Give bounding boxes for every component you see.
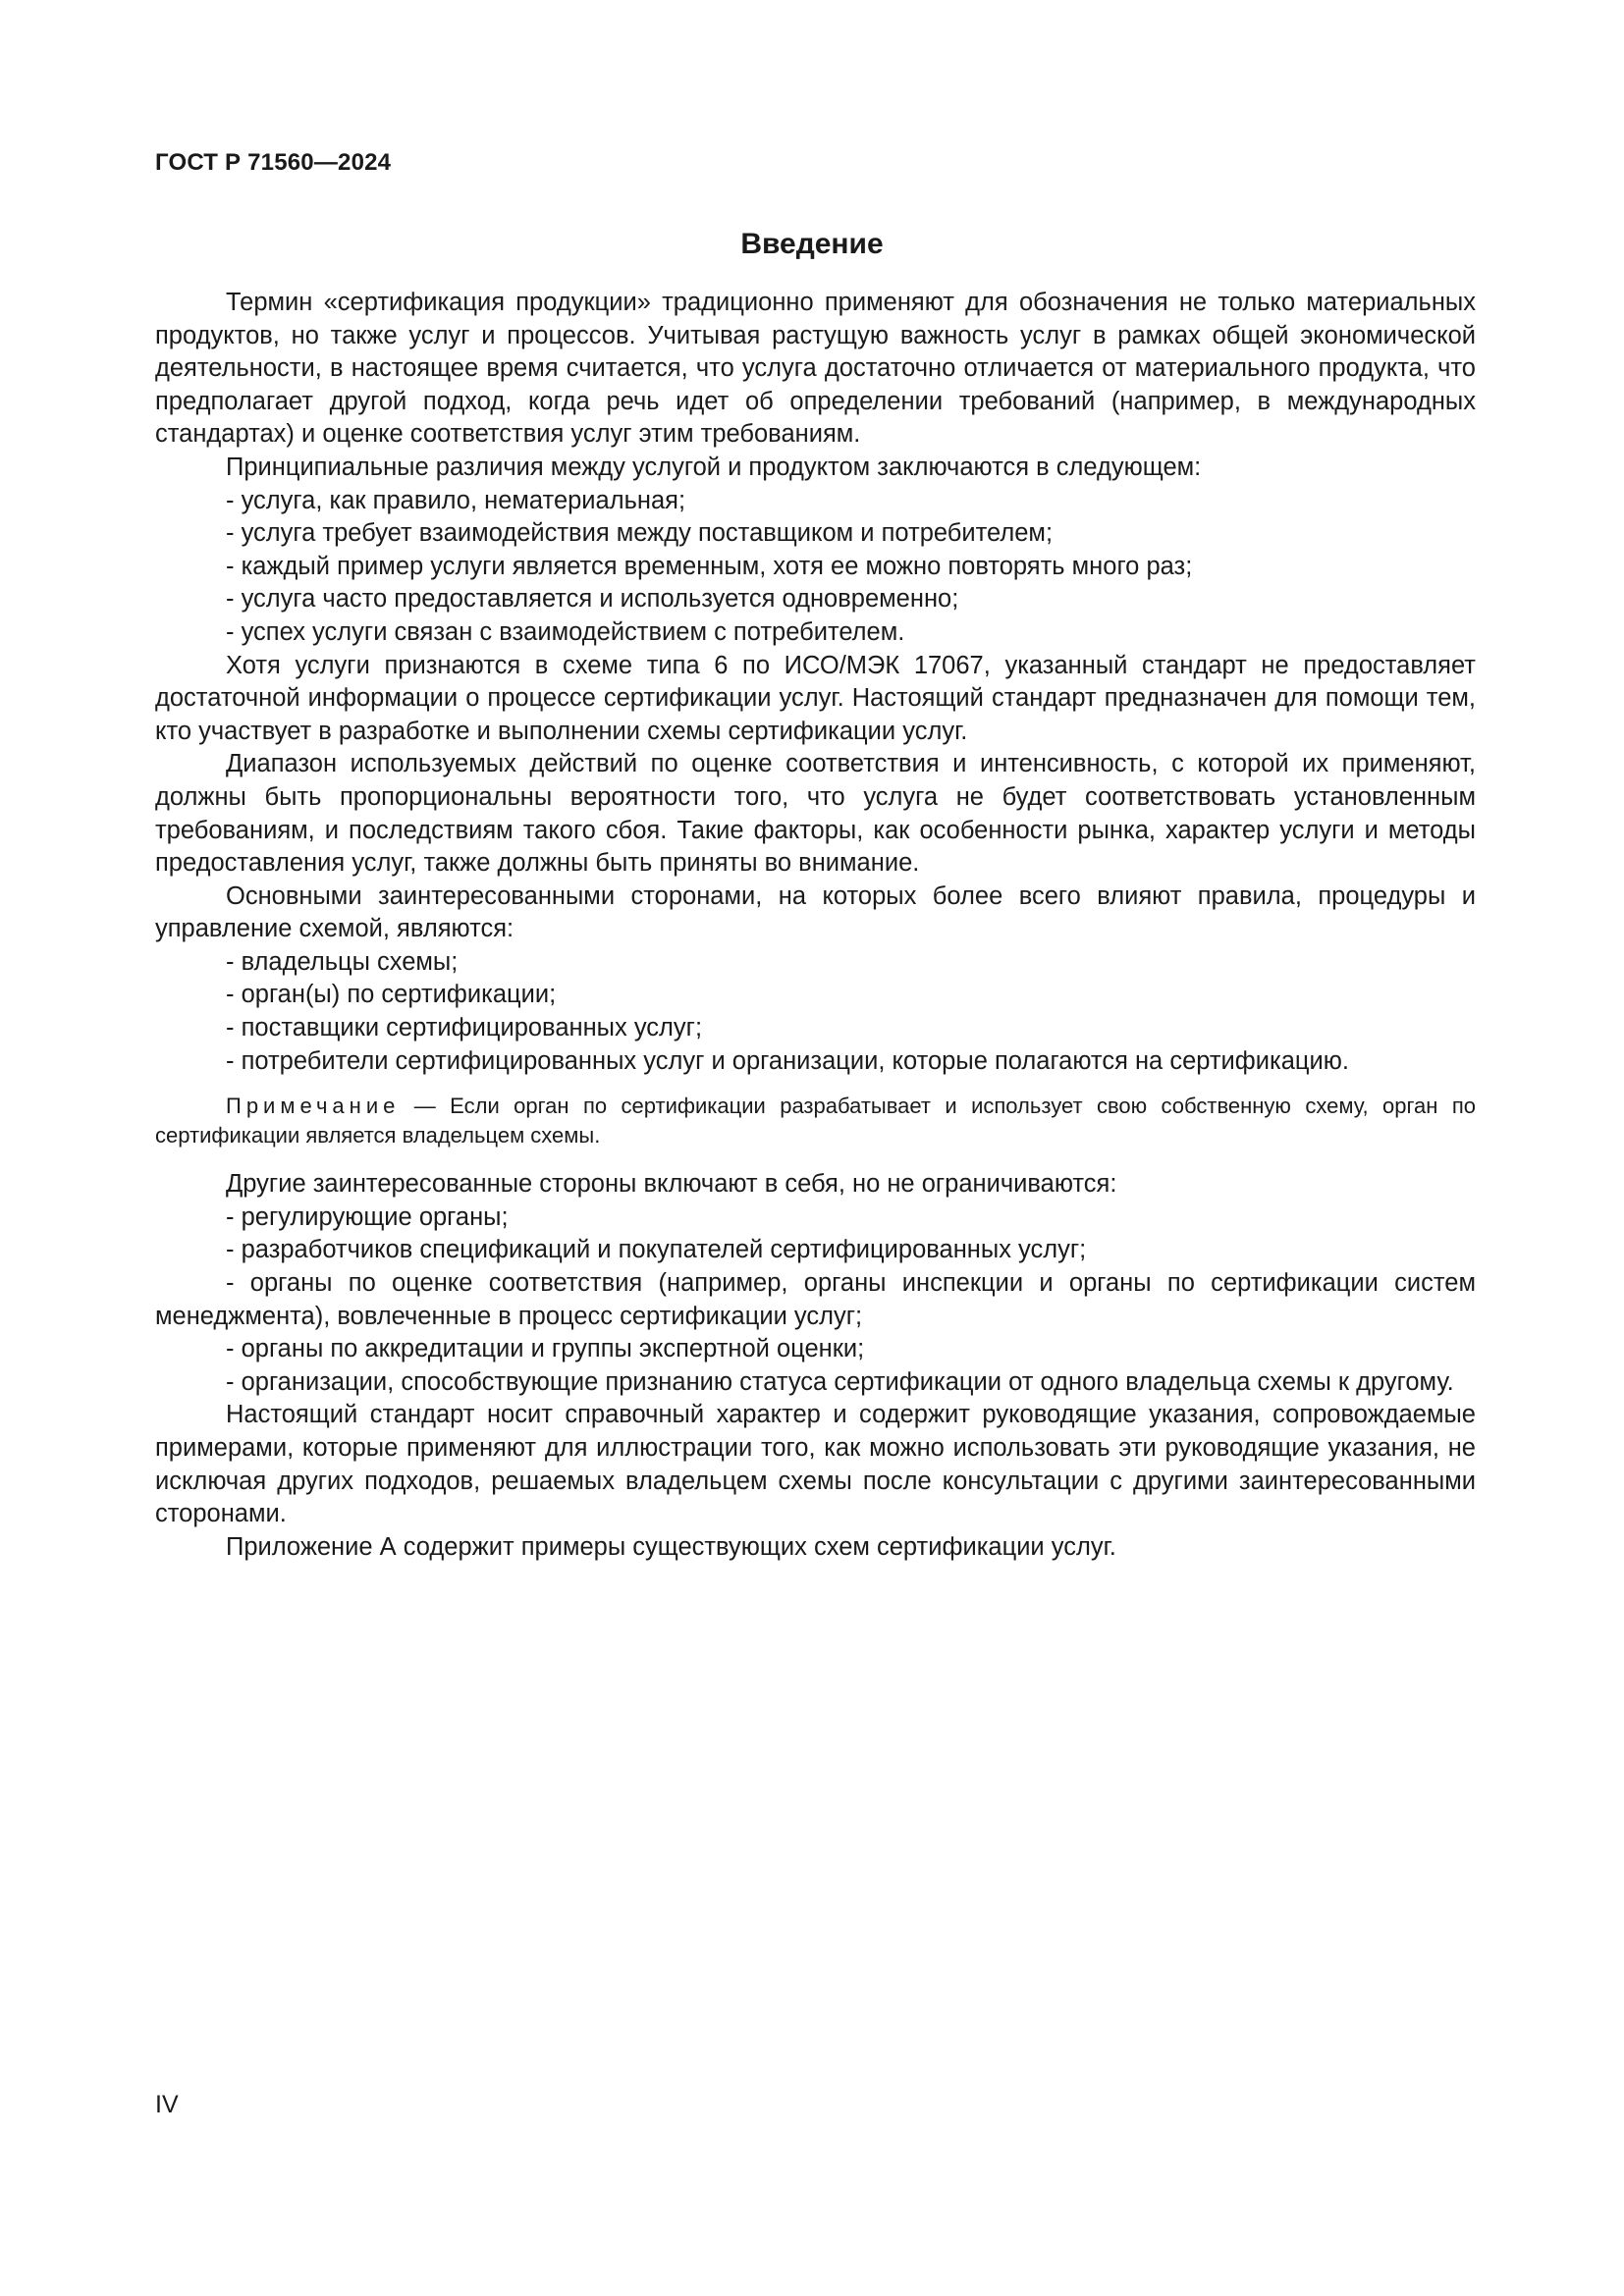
paragraph-reference-nature: Настоящий стандарт носит справочный характер и содержит руководящие указания, сопровождаемые примерами, которые применяют для иллюстрации того, как можно использовать эти руководящие указания, не исключая других подходов, решаемых владельцем схемы после консультации с другими заинтересованными сторонами. — [155, 1401, 1476, 1528]
document-id-header: ГОСТ Р 71560—2024 — [155, 149, 392, 176]
document-body — [155, 287, 1476, 1564]
list-item: - органы по оценке соответствия (например, органы инспекции и органы по сертификации систем менеджмента), вовлеченные в процесс сертификации услуг; — [155, 1269, 1476, 1330]
note-label: Примечание — [226, 1094, 401, 1119]
list-item: - потребители сертифицированных услуг и организации, которые полагаются на сертификацию. — [226, 1046, 1349, 1075]
note-text: — Если орган по сертификации разрабатывает и использует свою собственную схему, орган по сертификации является владельцем схемы. — [155, 1094, 1476, 1148]
note — [155, 1092, 1476, 1150]
paragraph-annex-a: Приложение А содержит примеры существующих схем сертификации услуг. — [226, 1532, 1116, 1561]
page-number: IV — [155, 2091, 179, 2118]
list-item: - органы по аккредитации и группы экспертной оценки; — [226, 1335, 865, 1363]
list-item: - организации, способствующие признанию статуса сертификации от одного владельца схемы к другому. — [226, 1367, 1454, 1396]
list-item: - поставщики сертифицированных услуг; — [226, 1014, 703, 1042]
section-title: Введение — [740, 228, 884, 260]
paragraph-other-stakeholders: Другие заинтересованные стороны включают в себя, но не ограничиваются: — [226, 1170, 1117, 1199]
paragraph-assessment-range: Диапазон используемых действий по оценке соответствия и интенсивность, с которой их применяют, должны быть пропорциональны вероятности того, что услуга не будет соответствовать установленным требованиям, и последствиям такого сбоя. Такие факторы, как особенности рынка, характер услуги и методы предоставления услуг, также должны быть приняты во внимание. — [155, 750, 1476, 878]
list-item: - услуга, как правило, нематериальная; — [226, 486, 686, 514]
list-item: - орган(ы) по сертификации; — [226, 981, 557, 1009]
list-item: - успех услуги связан с взаимодействием с потребителем. — [226, 617, 905, 646]
paragraph-main-stakeholders: Основными заинтересованными сторонами, на которых более всего влияют правила, процедуры и управление схемой, являются: — [155, 881, 1476, 943]
list-item: - услуга часто предоставляется и используется одновременно; — [226, 585, 959, 614]
list-item: - разработчиков спецификаций и покупателей сертифицированных услуг; — [226, 1236, 1087, 1264]
list-item: - услуга требует взаимодействия между поставщиком и потребителем; — [226, 519, 1054, 548]
list-item: - регулирующие органы; — [226, 1202, 509, 1231]
list-item: - владельцы схемы; — [226, 947, 459, 976]
list-item: - каждый пример услуги является временным, хотя ее можно повторять много раз; — [226, 552, 1193, 580]
paragraph-differences: Принципиальные различия между услугой и продуктом заключаются в следующем: — [226, 453, 1202, 481]
paragraph-iso-17067: Хотя услуги признаются в схеме типа 6 по ИСО/МЭК 17067, указанный стандарт не предоставляет достаточной информации о процессе сертификации услуг. Настоящий стандарт предназначен для помощи тем, кто участвует в разработке и выполнении схемы сертификации услуг. — [155, 651, 1476, 745]
paragraph-intro: Термин «сертификация продукции» традиционно применяют для обозначения не только материальных продуктов, но также услуг и процессов. Учитывая растущую важность услуг в рамках общей экономической деятельности, в настоящее время считается, что услуга достаточно отличается от материального продукта, что предполагает другой подход, когда речь идет об определении требований (например, в международных стандартах) и оценке соответствия услуг этим требованиям. — [155, 289, 1476, 449]
